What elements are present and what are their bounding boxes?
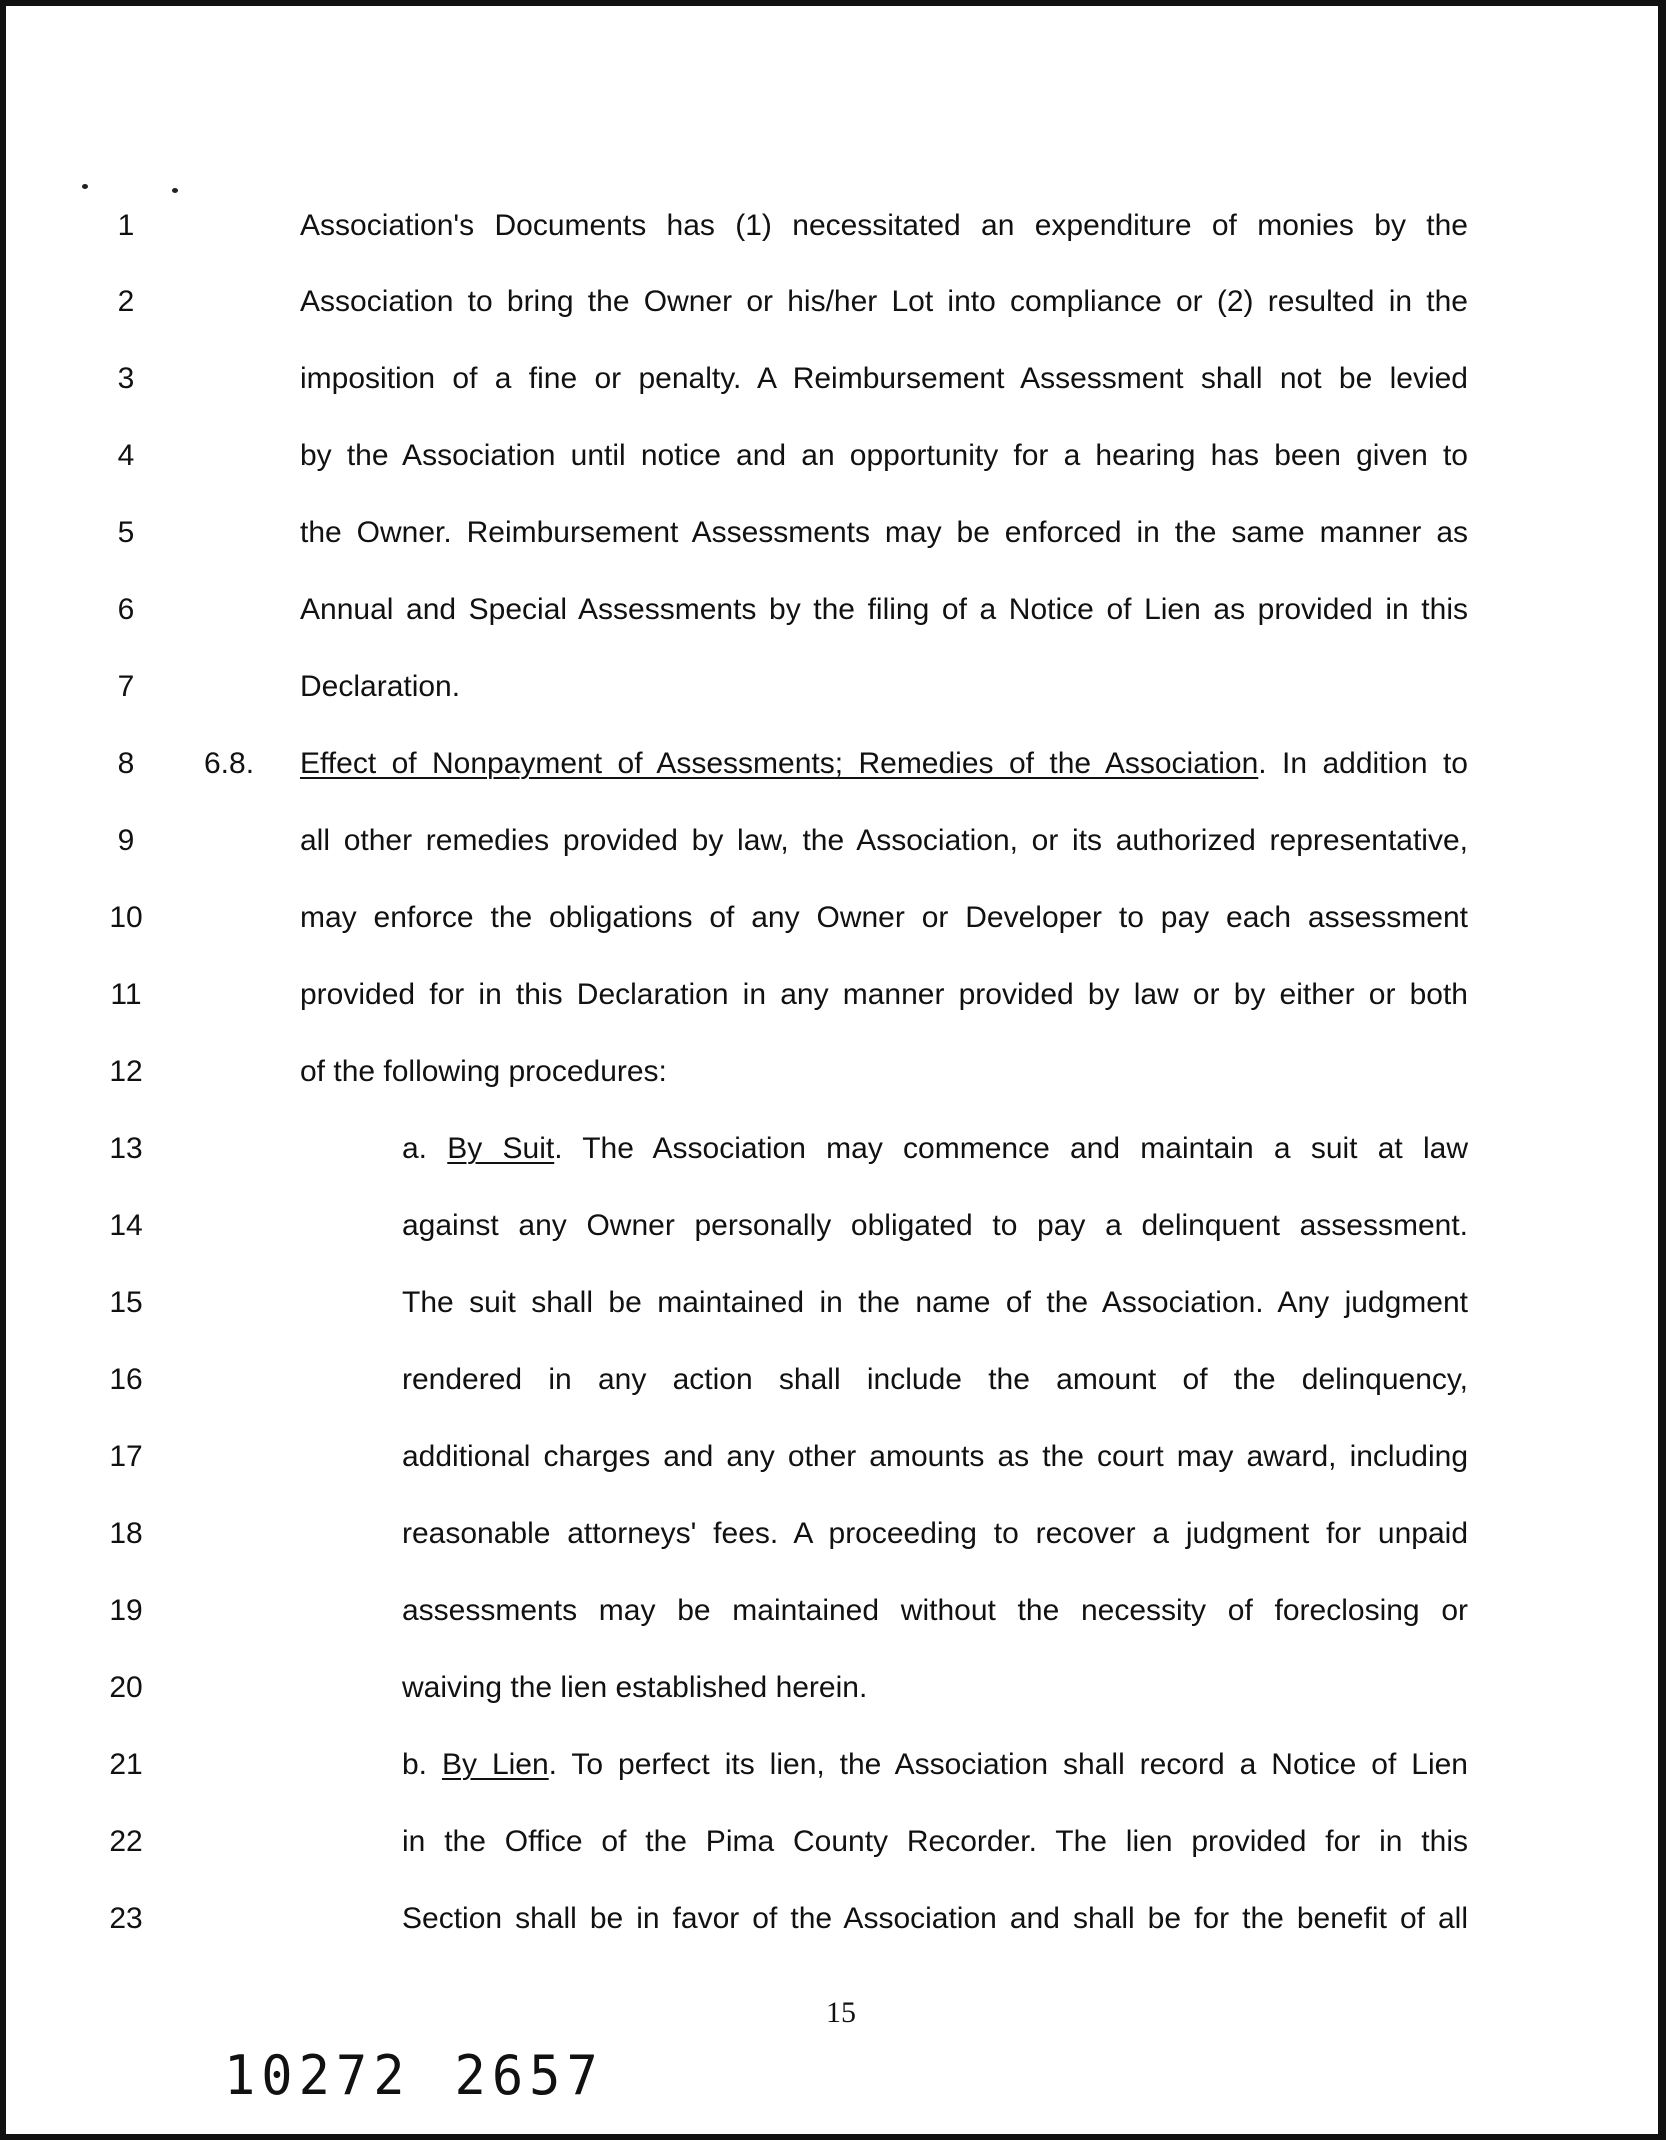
subsection-heading: By Lien	[441, 1748, 549, 1781]
line-number: 14	[109, 1209, 143, 1242]
section-heading-line	[300, 744, 1468, 784]
scan-artifact	[82, 184, 88, 189]
text-line: additional charges and any other amounts as the court may award, including	[402, 1440, 1468, 1473]
line-number: 21	[109, 1748, 143, 1781]
subsection-heading: By Suit	[447, 1132, 555, 1165]
text-line: rendered in any action shall include the amount of the delinquency,	[402, 1363, 1468, 1396]
text-line: all other remedies provided by law, the Association, or its authorized representative,	[300, 824, 1468, 857]
text-line: The suit shall be maintained in the name of the Association. Any judgment	[402, 1286, 1468, 1319]
section-heading: Effect of Nonpayment of Assessments; Remedies of the Association	[300, 747, 1259, 780]
line-number: 4	[117, 439, 135, 472]
text-line: may enforce the obligations of any Owner or Developer to pay each assessment	[300, 901, 1468, 934]
subsection-marker: b.	[402, 1748, 442, 1781]
line-number: 5	[117, 516, 135, 549]
text-line: imposition of a fine or penalty. A Reimbursement Assessment shall not be levied	[300, 362, 1468, 395]
text-line: against any Owner personally obligated to pay a delinquent assessment.	[402, 1209, 1468, 1242]
line-number: 8	[117, 747, 135, 780]
line-number: 1	[117, 209, 135, 242]
section-number: 6.8.	[204, 747, 255, 780]
text-line: the Owner. Reimbursement Assessments may be enforced in the same manner as	[300, 516, 1468, 549]
line-number: 10	[109, 901, 143, 934]
text-line: by the Association until notice and an opportunity for a hearing has been given to	[300, 439, 1468, 472]
text-line: reasonable attorneys' fees. A proceeding to recover a judgment for unpaid	[402, 1517, 1468, 1550]
line-number: 13	[109, 1132, 143, 1165]
line-number: 19	[109, 1594, 143, 1627]
page-number: 15	[826, 1996, 856, 2029]
line-number: 20	[109, 1671, 143, 1704]
text-line: waiving the lien established herein.	[402, 1671, 868, 1704]
text-line: assessments may be maintained without the necessity of foreclosing or	[402, 1594, 1468, 1627]
line-number: 2	[117, 285, 135, 318]
subsection-line	[402, 1129, 1468, 1169]
text-line: . To perfect its lien, the Association shall record a Notice of Lien	[548, 1748, 1468, 1781]
text-line: . In addition to	[1258, 747, 1468, 780]
line-number: 17	[109, 1440, 143, 1473]
line-number: 12	[109, 1055, 143, 1088]
text-line: Annual and Special Assessments by the filing of a Notice of Lien as provided in this	[300, 593, 1468, 626]
recording-stamp	[224, 2045, 604, 2108]
line-number: 9	[117, 824, 135, 857]
line-number: 23	[109, 1902, 143, 1935]
text-line: in the Office of the Pima County Recorder. The lien provided for in this	[402, 1825, 1468, 1858]
subsection-line	[402, 1745, 1468, 1785]
line-number: 3	[117, 362, 135, 395]
stamp-book-number: 10272	[224, 2044, 411, 2108]
text-line: Declaration.	[300, 670, 461, 703]
stamp-page-number: 2657	[454, 2044, 604, 2108]
text-line: of the following procedures:	[300, 1055, 667, 1088]
line-number: 11	[110, 978, 142, 1011]
scan-artifact	[172, 188, 178, 193]
text-line: . The Association may commence and maintain a suit at law	[554, 1132, 1469, 1165]
line-number: 6	[117, 593, 135, 626]
subsection-marker: a.	[402, 1132, 448, 1165]
text-line: Association's Documents has (1) necessitated an expenditure of monies by the	[300, 209, 1468, 242]
line-number: 22	[109, 1825, 143, 1858]
text-line: provided for in this Declaration in any manner provided by law or by either or both	[300, 978, 1468, 1011]
text-line: Association to bring the Owner or his/her Lot into compliance or (2) resulted in the	[300, 285, 1468, 318]
line-number: 15	[109, 1286, 143, 1319]
line-number: 16	[109, 1363, 143, 1396]
line-number: 18	[109, 1517, 143, 1550]
text-line: Section shall be in favor of the Association and shall be for the benefit of all	[402, 1902, 1468, 1935]
line-number: 7	[117, 670, 135, 703]
